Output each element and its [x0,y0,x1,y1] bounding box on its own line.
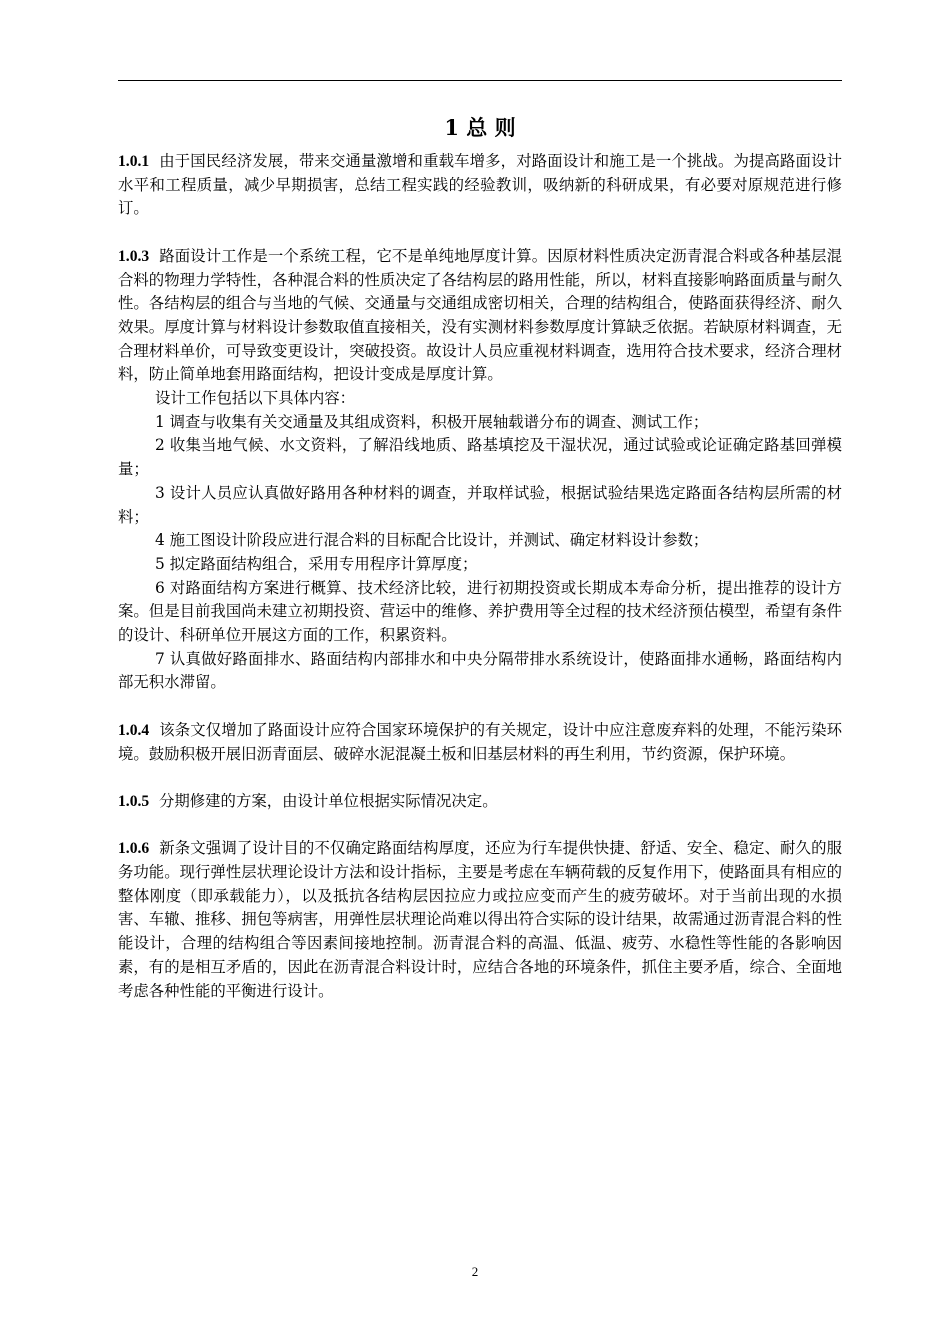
chapter-title: 1 总 则 [444,115,516,140]
clause-number: 1.0.5 [118,792,150,810]
list-item: 7 认真做好路面排水、路面结构内部排水和中央分隔带排水系统设计，使路面排水通畅，路面结构内部无积水滞留。 [118,649,842,692]
clause-number: 1.0.3 [118,247,150,265]
clause-number: 1.0.1 [118,153,150,170]
clause-text: 由于国民经济发展，带来交通量激增和重载车增多，对路面设计和施工是一个挑战。为提高路面设计水平和工程质量，减少早期损害，总结工程实践的经验教训，吸纳新的科研成果，有必要对原规范进行修订。 [118,152,842,218]
list-item: 1 调查与收集有关交通量及其组成资料，积极开展轴载谱分布的调查、测试工作； [154,412,709,431]
clause-1-0-1 [118,150,842,221]
body-content [118,150,842,1027]
clause-1-0-6 [118,837,842,1003]
clause-text: 新条文强调了设计目的不仅确定路面结构厚度，还应为行车提供快捷、舒适、安全、稳定、耐久的服务功能。现行弹性层状理论设计方法和设计指标，主要是考虑在车辆荷载的反复作用下，使路面具有相应的整体刚度（即承载能力），以及抵抗各结构层因拉应力或拉应变而产生的疲劳破坏。对于当前出现的水损害、车辙、推移、拥包等病害，用弹性层状理论尚难以得出符合实际的设计结果，故需通过沥青混合料的性能设计，合理的结构组合等因素间接地控制。沥青混合料的高温、低温、疲劳、水稳性等性能的各影响因素，有的是相互矛盾的，因此在沥青混合料设计时，应结合各地的环境条件，抓住主要矛盾，综合、全面地考虑各种性能的平衡进行设计。 [118,839,842,1000]
clause-number: 1.0.4 [118,721,150,739]
clause-text: 路面设计工作是一个系统工程，它不是单纯地厚度计算。因原材料性质决定沥青混合料或各种基层混合料的物理力学特性，各种混合料的性质决定了各结构层的路用性能，所以，材料直接影响路面质量与耐久性。各结构层的组合与当地的气候、交通量与交通组成密切相关，合理的结构组合，使路面获得经济、耐久效果。厚度计算与材料设计参数取值直接相关，没有实测材料参数厚度计算缺乏依据。若缺原材料调查，无合理材料单价，可导致变更设计，突破投资。故设计人员应重视材料调查，选用符合技术要求，经济合理材料，防止简单地套用路面结构，把设计变成是厚度计算。 [118,246,842,384]
list-item: 3 设计人员应认真做好路用各种材料的调查，并取样试验，根据试验结果选定路面各结构层所需的材料； [118,483,842,526]
clause-text: 分期修建的方案，由设计单位根据实际情况决定。 [158,791,498,810]
page-number: 2 [471,1264,479,1279]
list-intro: 设计工作包括以下具体内容： [154,389,356,408]
list-item: 2 收集当地气候、水文资料，了解沿线地质、路基填挖及干湿状况，通过试验或论证确定路基回弹模量； [118,436,842,479]
clause-1-0-5 [118,790,842,814]
list-item: 4 施工图设计阶段应进行混合料的目标配合比设计，并测试、确定材料设计参数； [154,531,709,550]
clause-number: 1.0.6 [118,840,150,858]
clause-text: 该条文仅增加了路面设计应符合国家环境保护的有关规定，设计中应注意废弃料的处理，不能污染环境。鼓励积极开展旧沥青面层、破碎水泥混凝土板和旧基层材料的再生利用，节约资源，保护环境。 [118,720,842,763]
design-work-list [118,387,842,695]
header-rule [118,80,842,81]
clause-1-0-3 [118,245,842,695]
clause-1-0-4 [118,719,842,766]
list-item: 6 对路面结构方案进行概算、技术经济比较，进行初期投资或长期成本寿命分析，提出推荐的设计方案。但是目前我国尚未建立初期投资、营运中的维修、养护费用等全过程的技术经济预估模型，希望有条件的设计、科研单位开展这方面的工作，积累资料。 [118,578,842,645]
list-item: 5 拟定路面结构组合，采用专用程序计算厚度； [154,554,478,573]
